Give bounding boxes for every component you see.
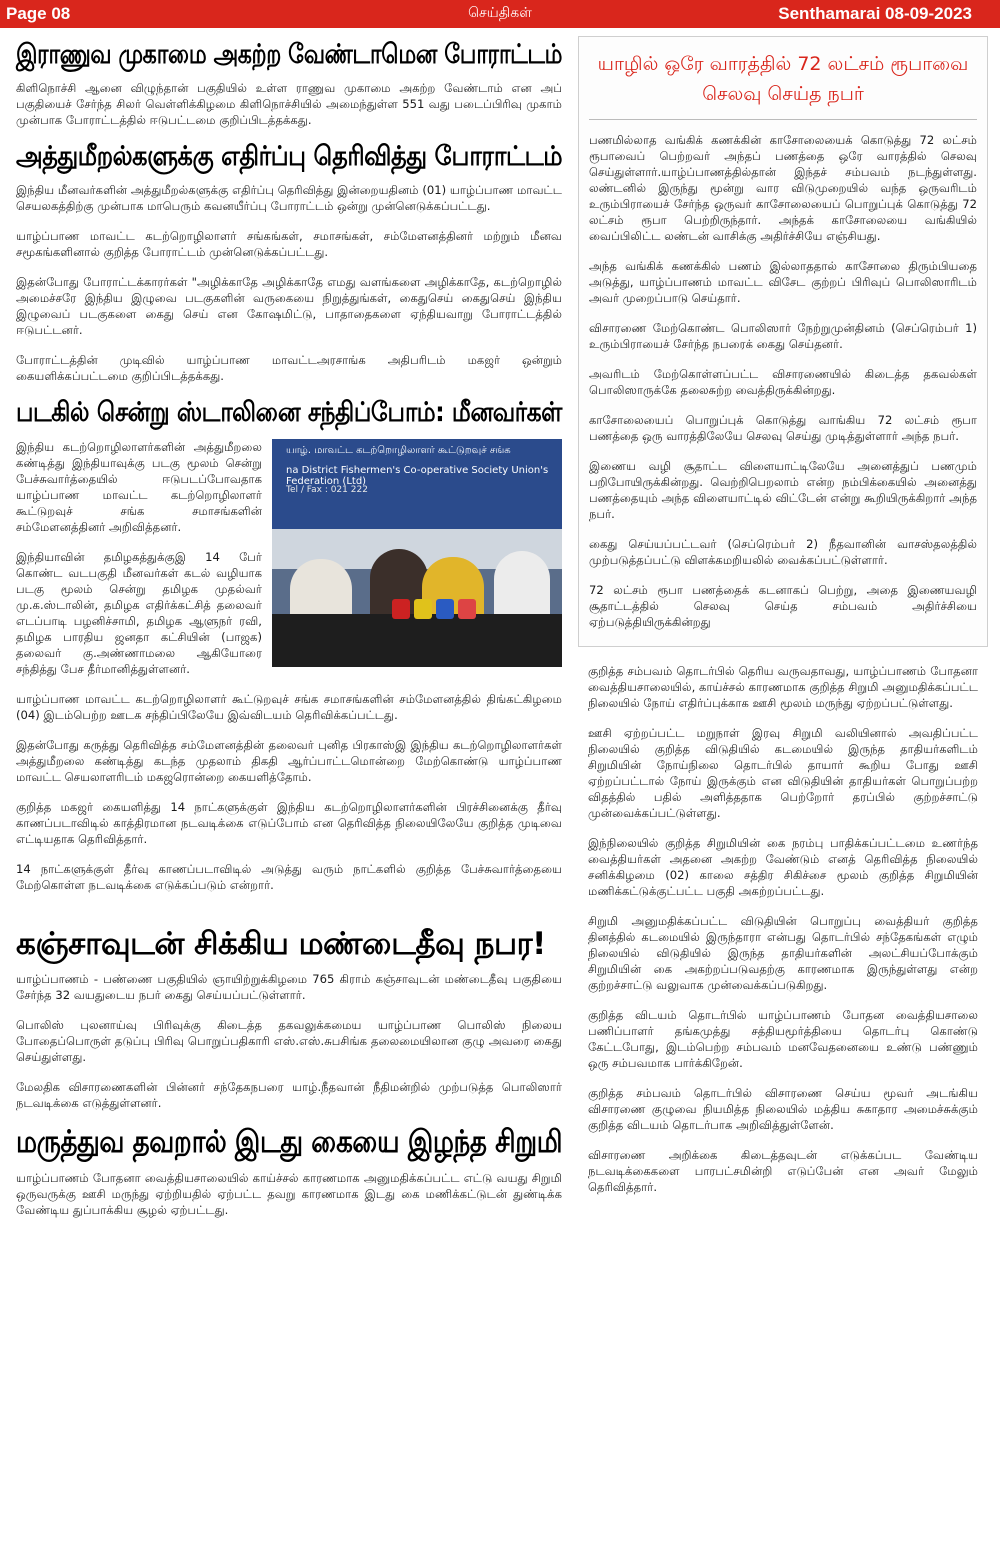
- section-title: செய்திகள்: [468, 5, 532, 21]
- article-medical-para-1: யாழ்ப்பாணம் போதனா வைத்தியசாலையில் காய்ச்சல் காரணமாக அனுமதிக்கப்பட்ட எட்டு வயது சிறுமி ஒருவருக்கு ஊசி மருந்து ஏற்றியதில் ஏற்பட்ட தவறு காரணமாக இடது கை மணிக்கட்டுடன் துண்டிக்க வேண்டிய துப்பாக்கிய சூழல் ஏற்பட்டது.: [16, 1171, 562, 1218]
- article-fishermen-para-6: 14 நாட்களுக்குள் தீர்வு காணப்படாவிடில் அடுத்து வரும் நாட்களில் குறித்த பேச்சுவார்த்தையை மேற்கொள்ள நடவடிக்கை எடுக்கப்படும் என்றார்.: [16, 861, 562, 892]
- banner-text-tamil: யாழ். மாவட்ட கடற்றொழிலாளர் கூட்டுறவுச் சங்க: [286, 444, 511, 456]
- article-medical-cont-para-2: ஊசி ஏற்றப்பட்ட மறுநாள் இரவு சிறுமி வலியினால் அவதிப்பட்ட நிலையில் குறித்த விடுதியில் கடமையில் இருந்த தாதியர்களிடம் சிறுமியின் நோய்நிலை தொடர்பில் தாயார் கூறிய போது ஊசி ஏற்றப்பட்டால் நோய் இருக்கும் என விடுதியின் தாதியர்கள் பொறுப்பற்ற விதத்தில் பதில் அளித்ததாக பெற்றோர் தரப்பில் குற்றச்சாட்டு முன்வைக்கப்பட்டுள்ளது.: [588, 726, 978, 820]
- article-protest-para-2: யாழ்ப்பாண மாவட்ட கடற்றொழிலாளர் சங்கங்கள், சமாசங்கள், சம்மேளனத்தினர் மற்றும் மீனவ சமூகங்களினால் குறித்த போராட்டம் முன்னெடுக்கப்பட்டது.: [16, 229, 562, 260]
- article-fishermen-para-4: இதன்போது கருத்து தெரிவித்த சம்மேளனத்தின் தலைவர் புனித பிரகாஸ்இ இந்திய கடற்றொழிலாளர்கள் அத்துமீறலை கண்டித்து கடந்த முதலாம் திகதி ஆர்ப்பாட்டமொன்றை மேற்கொண்டு யாழ்ப்பாண மாவட்ட செயலாளரிடம் மகஜரொன்றை கையளித்தோம்.: [16, 737, 562, 784]
- article-protest-para-1: இந்திய மீனவர்களின் அத்துமீறல்களுக்கு எதிர்ப்பு தெரிவித்து இன்றையதினம் (01) யாழ்ப்பாண மாவட்ட செயலகத்திற்கு முன்பாக மாபெரும் கவனயீர்ப்பு போராட்டம் ஒன்று முன்னெடுக்கப்பட்டது.: [16, 183, 562, 214]
- article-ganja-para-3: மேலதிக விசாரணைகளின் பின்னர் சந்தேகநபரை யாழ்.நீதவான் நீதிமன்றில் முற்படுத்த பொலிஸார் நடவடிக்கை எடுத்துள்ளனர்.: [16, 1080, 562, 1111]
- article-medical-cont-para-6: குறித்த சம்பவம் தொடர்பில் விசாரணை செய்ய மூவர் அடங்கிய விசாரணை குழுவை நியமித்த நிலையில் மத்திய சுகாதார அமைச்சுக்கும் குறித்த விடயம் தொடர்பாக அறிவித்துள்ளேன்.: [588, 1086, 978, 1132]
- article-cheque-para-4: அவரிடம் மேற்கொள்ளப்பட்ட விசாரணையில் கிடைத்த தகவல்கள் பொலிஸாருக்கே தலைசுற்ற வைத்திருக்கின்றது.: [589, 367, 977, 397]
- left-column: [16, 36, 562, 1232]
- article-fishermen-para-3: யாழ்ப்பாண மாவட்ட கடற்றொழிலாளர் கூட்டுறவுச் சங்க சமாசங்களின் சம்மேளனத்தில் திங்கட்கிழமை (04) இடம்பெற்ற ஊடக சந்திப்பிலேயே இவ்விடயம் தெரிவிக்கப்பட்டது.: [16, 691, 562, 722]
- article-cheque-para-3: விசாரணை மேற்கொண்ட பொலிஸார் நேற்றுமுன்தினம் (செப்ரெம்பர் 1) உரும்பிராயைச் சேர்ந்த நபரைக் கைது செய்தனர்.: [589, 321, 977, 351]
- page-number: Page 08: [6, 4, 71, 23]
- microphone-icon: [392, 599, 410, 619]
- headline-cheque-fraud: யாழில் ஒரே வாரத்தில் 72 லட்சம் ரூபாவை செலவு செய்த நபர்: [597, 53, 969, 105]
- article-fishermen-para-1: இந்திய கடற்றொழிலாளர்களின் அத்துமீறலை கண்டித்து இந்தியாவுக்கு படகு மூலம் சென்று பேச்சுவார்த்தையில் ஈடுபடப்போவதாக யாழ்ப்பாண மாவட்ட கடற்றொழிலாளர் கூட்டுறவுச் சங்க சமாசங்களின் சம்மேளனத்தினர் அறிவித்தனர்.: [16, 439, 262, 534]
- divider: [589, 119, 977, 120]
- article-protest-para-4: போராட்டத்தின் முடிவில் யாழ்ப்பாண மாவட்டஅரசாங்க அதிபரிடம் மகஜர் ஒன்றும் கையளிக்கப்பட்டமை குறிப்பிடத்தக்கது.: [16, 353, 562, 384]
- boxed-article-cheque-fraud: [578, 36, 988, 647]
- headline-ganja-arrest: கஞ்சாவுடன் சிக்கிய மண்டைதீவு நபர!: [16, 925, 546, 962]
- photo-banner: [272, 439, 562, 529]
- article-cheque-para-2: அந்த வங்கிக் கணக்கில் பணம் இல்லாததால் காசோலை திரும்பியதை அடுத்து, யாழ்ப்பாணம் மாவட்ட விசேட குற்றப் பிரிவுப் பொலிஸாரிடம் அவர் முறைப்பாடு செய்தார்.: [589, 259, 977, 305]
- article-cheque-para-7: கைது செய்யப்பட்டவர் (செப்ரெம்பர் 2) நீதவானின் வாசஸ்தலத்தில் முற்படுத்தப்பட்டு விளக்கமறியலில் வைக்கப்பட்டுள்ளார்.: [589, 537, 977, 567]
- article-ganja-para-1: யாழ்ப்பாணம் - பண்ணை பகுதியில் ஞாயிற்றுக்கிழமை 765 கிராம் கஞ்சாவுடன் மண்டைதீவு பகுதியை சேர்ந்த 32 வயதுடைய நபர் கைது செய்யப்பட்டுள்ளார்.: [16, 972, 562, 1003]
- article-army-camp-para-1: கிளிநொச்சி ஆனை விழுந்தான் பகுதியில் உள்ள ராணுவ முகாமை அகற்ற வேண்டாம் என அப் பகுதியைச் சேர்ந்த சிலர் வெள்ளிக்கிழமை கிளிநொச்சியில் அமைந்துள்ள 551 வது படைப்பிரிவு முகாம் முன்பாக போராட்டத்தில் ஈடுபட்டமை குறிப்பிடத்தக்கது.: [16, 81, 562, 128]
- article-cheque-para-6: இணைய வழி சூதாட்ட விளையாட்டிலேயே அனைத்துப் பணமும் பறிபோயிருக்கின்றது. வெற்றிபெறலாம் என்ற நம்பிக்கையில் அனைத்து பணத்தையும் அந்த விளையாட்டில் விட்டேன் என்று கூறியிருக்கிறார் அந்த நபர்.: [589, 459, 977, 521]
- photo-table: [272, 614, 562, 667]
- article-medical-cont-para-4: சிறுமி அனுமதிக்கப்பட்ட விடுதியின் பொறுப்பு வைத்தியர் குறித்த தினத்தில் கடமையில் இருந்தாரா என்பது தொடர்பில் சந்தேகங்கள் எழும் நிலையில் விடுதியில் இருந்த தாதியர்களின் அலட்சியப்போக்கும் சிறுமியின் கை அகற்றப்படுவதற்கு காரணமாக இருந்துள்ளது என்ற குற்றச்சாட்டு வலுவாக முன்வைக்கப்படுகிறது.: [588, 914, 978, 992]
- headline-encroachment-protest: அத்துமீறல்களுக்கு எதிர்ப்பு தெரிவித்து போராட்டம்: [16, 141, 563, 173]
- microphone-icon: [414, 599, 432, 619]
- article-medical-cont-para-3: இந்நிலையில் குறித்த சிறுமியின் கை நரம்பு பாதிக்கப்பட்டமை உணர்ந்த வைத்தியர்கள் அதனை அகற்ற வேண்டும் எனத் தெரிவித்த நிலையில் சனிக்கிழமை (02) காலை சத்திர சிகிச்சை மூலம் குறித்த சிறுமியின் மணிக்கட்டுக்குட்பட்ட பகுதி அகற்றப்பட்டது.: [588, 836, 978, 898]
- article-cheque-para-8: 72 லட்சம் ரூபா பணத்தைக் கடனாகப் பெற்று, அதை இணையவழி சூதாட்டத்தில் செலவு செய்த சம்பவம் அதிர்ச்சியை ஏற்படுத்தியிருக்கின்றது: [589, 583, 977, 629]
- right-column: [578, 36, 988, 1209]
- banner-text-english: na District Fishermen's Co-operative Society Union's Federation (Ltd): [286, 464, 549, 487]
- article-protest-para-3: இதன்போது போராட்டக்காரர்கள் "அழிக்காதே அழிக்காதே எமது வளங்களை அழிக்காதே, கடற்றொழில் அமைச்சரே இந்திய இழுவை படகுகளின் வருகையை நிறுத்துங்கள், கைதுசெய் கைதுசெய் இந்திய இழுவைப் படகுகளை கைது செய் என கோஷமிட்டு, பாதாதைகளை ஏந்தியவாறு போராட்டத்தில் ஈடுபட்டனர்.: [16, 275, 562, 338]
- article-medical-cont-para-1: குறித்த சம்பவம் தொடர்பில் தெரிய வருவதாவது, யாழ்ப்பாணம் போதனா வைத்தியசாலையில், காய்ச்சல் காரணமாக குறித்த சிறுமி அனுமதிக்கப்பட்ட நிலையில் நோய் எதிர்ப்புக்காக ஊசி மூலம் மருந்து ஏற்றப்பட்டுள்ளது.: [588, 664, 978, 710]
- page-header-bar: [0, 0, 1000, 28]
- article-ganja-para-2: பொலிஸ் புலனாய்வு பிரிவுக்கு கிடைத்த தகவலுக்கமைய யாழ்ப்பாண பொலிஸ் நிலைய போதைப்பொருள் தடுப்பு பிரிவு பொறுப்பதிகாரி எஸ்.எஸ்.சுபசிங்க தலைமையிலான குழு அவரை கைது செய்துள்ளது.: [16, 1018, 562, 1065]
- article-cheque-para-1: பணமில்லாத வங்கிக் கணக்கின் காசோலையைக் கொடுத்து 72 லட்சம் ரூபாவைப் பெற்றவர் அந்தப் பணத்தை ஒரே வாரத்தில் செலவு செய்துள்ளார்.யாழ்ப்பாணத்தில்தான் இந்தச் சம்பவம் நடந்துள்ளது. லண்டனில் இருந்து மூன்று வார விடுமுறையில் வந்த ஒருவரிடம் உரும்பிராயைச் சேர்ந்த ஒருவர் காசோலையைப் பொறுப்புக் கொடுத்து 72 லட்சம் ரூபா பெற்றிருந்தார். அந்தக் காசோலையை வங்கியில் வைப்பிலிட்ட லண்டன் வாசிக்கு அதிர்ச்சியே எஞ்சியது.: [589, 133, 977, 243]
- article-medical-continued: [578, 663, 988, 1195]
- article-medical-cont-para-7: விசாரணை அறிக்கை கிடைத்தவுடன் எடுக்கப்பட வேண்டிய நடவடிக்கைகளை பாரபட்சமின்றி எடுப்பேன் என அவர் மேலும் தெரிவித்தார்.: [588, 1148, 978, 1194]
- paper-date: Senthamarai 08-09-2023: [778, 4, 972, 23]
- microphone-icon: [458, 599, 476, 619]
- article-fishermen-para-2: இந்தியாவின் தமிழகத்துக்குஇ 14 பேர் கொண்ட வடபகுதி மீனவர்கள் கடல் வழியாக படகு மூலம் சென்று தமிழக முதல்வர் மு.க.ஸ்டாலின், தமிழக எதிர்க்கட்சித் தலைவர் எடப்பாடி பழனிச்சாமி, தமிழக ஆளுநர் ரவி, தமிழக பாரதிய ஜனதா கட்சியின் (பாஜக) தலைவர் கு.அண்ணாமலை ஆகியோரை சந்தித்து பேச தீர்மானித்துள்ளனர்.: [16, 549, 262, 676]
- article-fishermen-para-5: குறித்த மகஜர் கையளித்து 14 நாட்களுக்குள் இந்திய கடற்றொழிலாளர்களின் பிரச்சினைக்கு தீர்வு காணப்படாவிடில் காத்திரமான நடவடிக்கை எடுப்போம் என தெரிவித்த நிலையிலேயே குறித்த முடிவை எட்டியதாக தெரிவித்தார்.: [16, 799, 562, 846]
- article-cheque-para-5: காசோலையைப் பொறுப்புக் கொடுத்து வாங்கிய 72 லட்சம் ரூபா பணத்தை ஒரு வாரத்திலேயே செலவு செய்து முடித்துள்ளார் அந்த நபர்.: [589, 413, 977, 443]
- microphone-icon: [436, 599, 454, 619]
- headline-fishermen-stalin: படகில் சென்று ஸ்டாலினை சந்திப்போம்: மீனவர்கள்: [16, 397, 562, 429]
- press-meet-photo: [272, 439, 562, 667]
- banner-text-phone: Tel / Fax : 021 222: [286, 484, 368, 495]
- article-medical-cont-para-5: குறித்த விடயம் தொடர்பில் யாழ்ப்பாணம் போதன வைத்தியசாலை பணிப்பாளர் தங்கமுத்து சத்தியமூர்த்தியை தொடர்பு கொண்டு கேட்டபோது, இடம்பெற்ற சம்பவம் மனவேதனையை உண்டு பண்ணும் ஒரு சம்பவமாக பார்க்கிறேன்.: [588, 1008, 978, 1070]
- headline-army-camp: இராணுவ முகாமை அகற்ற வேண்டாமென போராட்டம்: [16, 39, 562, 70]
- headline-medical-error: மருத்துவ தவறால் இடது கையை இழந்த சிறுமி: [16, 1124, 563, 1161]
